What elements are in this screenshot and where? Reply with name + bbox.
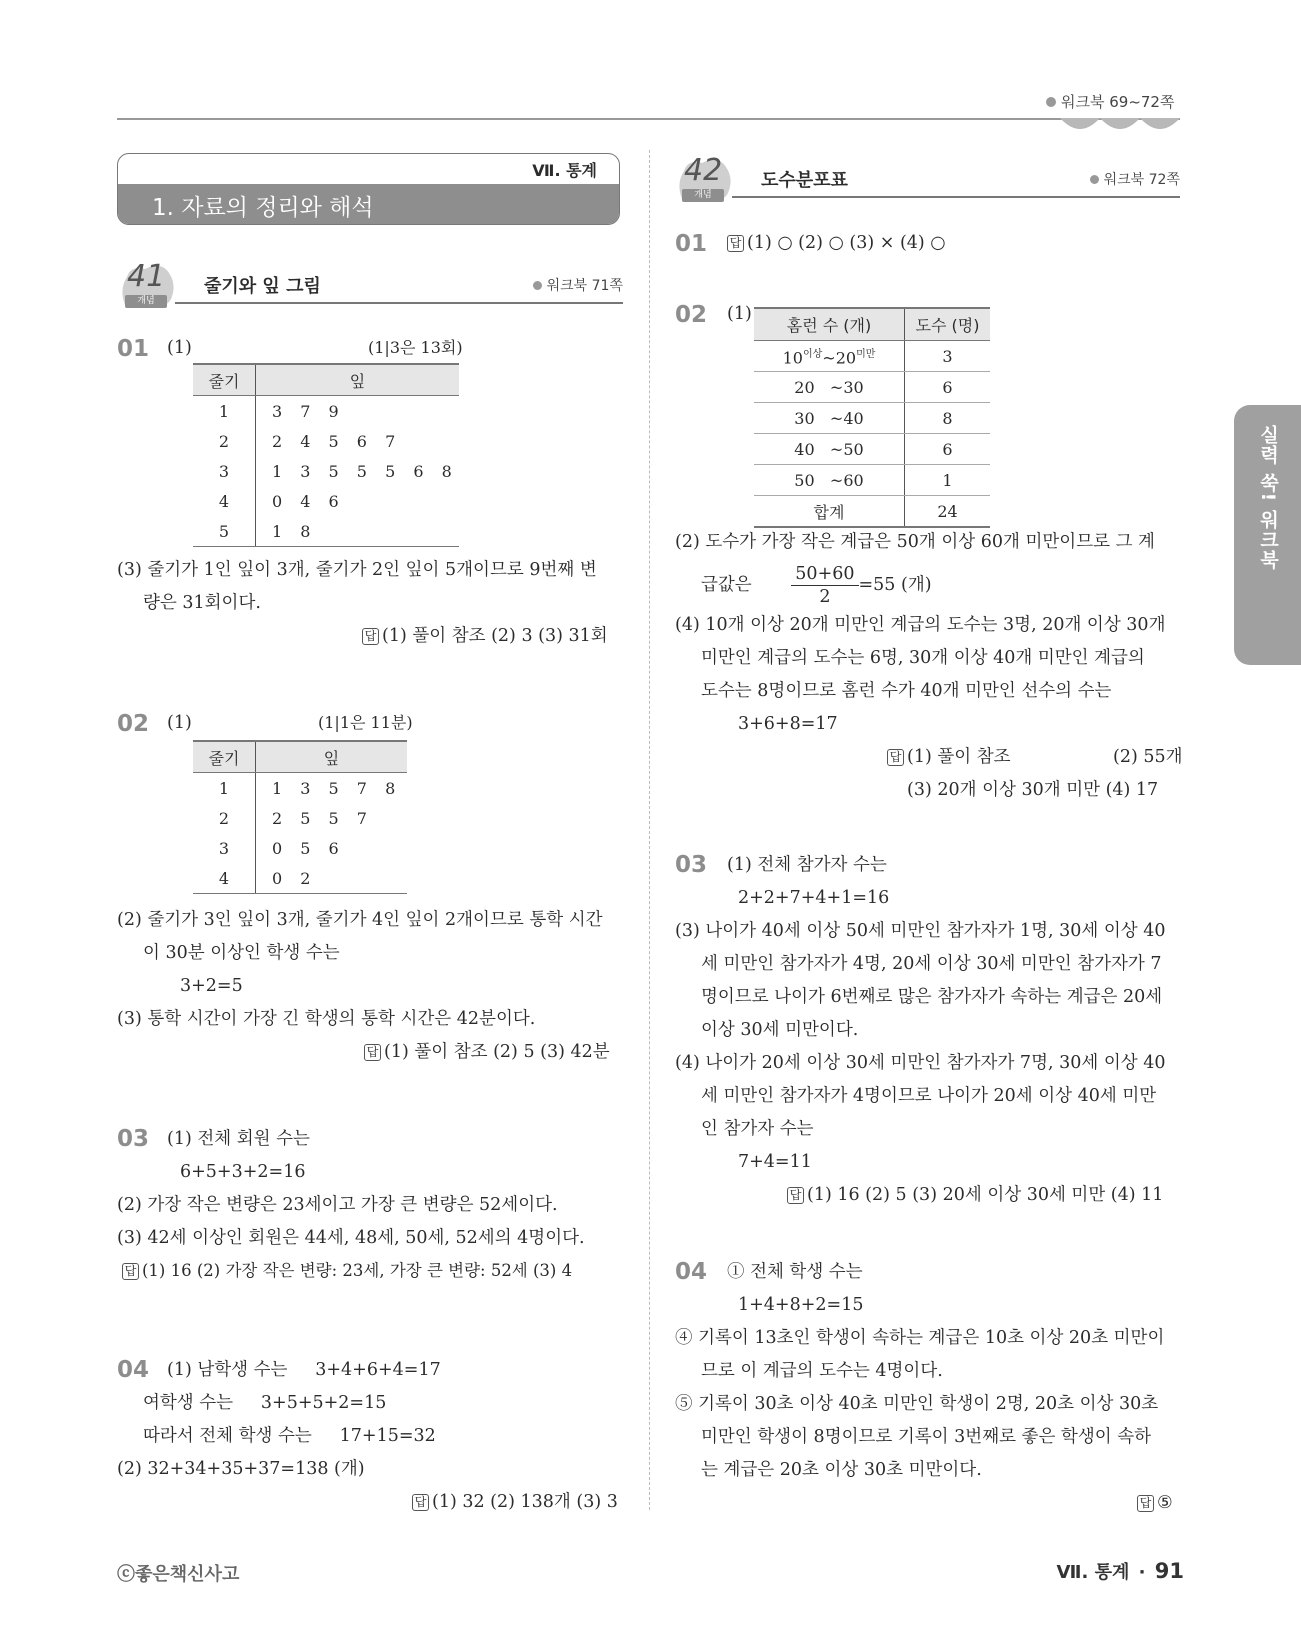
question-number: 04 [117,1357,150,1383]
answer-text: (1) ○ (2) ○ (3) × (4) ○ [747,233,946,253]
workbook-range-text: 워크북 69~72쪽 [1061,93,1175,111]
table-row [193,486,459,516]
frequency-cell: 8 [905,403,991,434]
concept-41-header [117,261,623,313]
column-header-stem: 줄기 [193,741,256,773]
answer-icon: 답 [887,749,904,766]
answer-icon: 답 [364,1044,381,1061]
concept-ref-text: 워크북 72쪽 [1103,172,1180,188]
solution-line: (4) 나이가 20세 이상 30세 미만인 참가자가 7명, 30세 이상 40 [675,1053,1166,1073]
concept-title: 줄기와 잎 그림 [204,276,321,297]
solution-line: 미만인 계급의 도수는 6명, 30개 이상 40개 미만인 계급의 [701,648,1145,668]
stem-cell: 4 [193,863,256,894]
concept-rule [175,302,623,304]
leaf-cell: 1 3 5 5 5 6 8 [272,461,452,481]
answer-icon: 답 [727,235,744,252]
leaf-cell: 2 4 5 6 7 [272,431,396,451]
table-row [193,803,407,833]
answer-icon: 답 [412,1494,429,1511]
table-row [193,863,407,894]
total-cell: 24 [905,496,991,528]
answer-text: (2) 55개 [1113,747,1183,767]
column-divider [649,150,650,1510]
answer-text: (1) 풀이 참조 (2) 5 (3) 42분 [384,1042,610,1062]
answer-text: (1) 풀이 참조 (2) 3 (3) 31회 [382,626,608,646]
concept-number: 42 [684,153,723,188]
solution-line: (3) 나이가 40세 이상 50세 미만인 참가자가 1명, 30세 이상 40 [675,921,1166,941]
stem-leaf-legend: (1|1은 11분) [318,713,413,732]
part-label: (1) [167,338,192,358]
answer-line [362,624,608,648]
stem-leaf-table [193,740,407,894]
total-label-cell: 합계 [754,496,905,528]
concept-badge: 개념 [125,295,167,308]
class-cell: 40 ~50 [754,434,905,465]
stem-leaf-table [193,363,459,547]
answer-line [1137,1491,1173,1515]
leaf-cell: 0 5 6 [272,838,339,858]
bullet-dot-icon [1046,97,1056,107]
concept-ref-text: 워크북 71쪽 [546,278,623,294]
concept-title: 도수분포표 [761,170,848,191]
frequency-cell: 3 [905,341,991,372]
bullet-dot-icon [533,281,542,290]
column-header-class: 홈런 수 (개) [754,308,905,341]
leaf-cell: 0 4 6 [272,491,339,511]
column-header-leaf: 잎 [256,364,460,396]
fraction [791,563,858,608]
solution-line: ⑤ 기록이 30초 이상 40초 미만인 학생이 2명, 20초 이상 30초 [675,1394,1159,1414]
solution-line: 므로 이 계급의 도수는 4명이다. [701,1361,943,1381]
stem-cell: 1 [193,773,256,804]
solution-line: 이상 30세 미만이다. [701,1020,859,1040]
class-cell [754,341,905,372]
table-header-row [193,364,459,396]
table-row [193,456,459,486]
chapter-tag: Ⅶ. 통계 [532,161,597,180]
table-row [193,833,407,863]
column-header-stem: 줄기 [193,364,256,396]
equation-line: 3+6+8=17 [738,714,838,734]
solution-line: 세 미만인 참가자가 4명, 20세 이상 30세 미만인 참가자가 7 [701,954,1162,974]
leaf-cell: 1 3 5 7 8 [272,778,396,798]
answer-line [727,231,946,255]
class-cell: 20 ~30 [754,372,905,403]
table-row [754,434,990,465]
answer-text: ⑤ [1157,1493,1173,1513]
table-row [754,403,990,434]
solution-line: 세 미만인 참가자가 4명이므로 나이가 20세 이상 40세 미만 [701,1086,1157,1106]
question-number: 01 [675,231,708,257]
fraction-denominator: 2 [819,587,831,607]
leaf-cell: 2 5 5 7 [272,808,367,828]
table-header-row [754,308,990,341]
equation-line: 3+2=5 [180,976,243,996]
concept-workbook-ref [533,275,623,295]
equation-line: 6+5+3+2=16 [180,1162,306,1182]
stem-cell: 5 [193,516,256,547]
answer-text: (1) 풀이 참조 [907,747,1011,767]
answer-line [887,745,1011,769]
concept-rule [732,196,1180,198]
answer-line [122,1259,572,1283]
solution-line: ① 전체 학생 수는 [727,1262,863,1282]
table-row [193,396,459,427]
equation-line: 7+4=11 [738,1152,812,1172]
concept-42-header [674,155,1180,207]
page-number: 91 [1154,1559,1184,1583]
solution-text: 급값은 [701,575,752,595]
table-row [754,465,990,496]
answer-icon: 답 [1137,1495,1154,1512]
solution-line: 도수는 8명이므로 홈런 수가 40개 미만인 선수의 수는 [701,681,1112,701]
question-number: 01 [117,336,150,362]
publisher-logo: ⓒ좋은책신사고 [117,1564,240,1585]
question-number: 03 [117,1126,150,1152]
answer-text: (1) 16 (2) 가장 작은 변량: 23세, 가장 큰 변량: 52세 (3) 4 [142,1261,573,1280]
class-upper: ~20 [822,348,857,368]
solution-line: (1) 전체 회원 수는 [167,1129,310,1149]
header-wave-decoration [1058,118,1182,134]
stem-cell: 1 [193,396,256,427]
equation-line: 1+4+8+2=15 [738,1295,864,1315]
concept-workbook-ref [1090,169,1180,189]
solution-line: ④ 기록이 13초인 학생이 속하는 계급은 10초 이상 20초 미만이 [675,1328,1165,1348]
page-footer [1057,1558,1184,1584]
stem-leaf-legend: (1|3은 13회) [368,338,463,357]
footer-dot: · [1138,1562,1146,1583]
stem-cell: 2 [193,426,256,456]
class-cell: 30 ~40 [754,403,905,434]
solution-line: 따라서 전체 학생 수는 17+15=32 [143,1426,436,1446]
solution-line: (3) 통학 시간이 가장 긴 학생의 통학 시간은 42분이다. [117,1009,536,1029]
class-cell: 50 ~60 [754,465,905,496]
solution-line: (4) 10개 이상 20개 미만인 계급의 도수는 3명, 20개 이상 30개 [675,615,1166,635]
solution-line: 이 30분 이상인 학생 수는 [143,943,340,963]
answer-icon: 답 [362,628,379,645]
footer-section: Ⅶ. 통계 [1056,1562,1130,1583]
answer-text: (1) 16 (2) 5 (3) 20세 이상 30세 미만 (4) 11 [807,1185,1164,1205]
solution-line: 인 참가자 수는 [701,1119,814,1139]
class-lower: 10 [782,348,803,368]
solution-line: (3) 42세 이상인 회원은 44세, 48세, 50세, 52세의 4명이다. [117,1228,585,1248]
frequency-cell: 1 [905,465,991,496]
question-number: 04 [675,1259,708,1285]
solution-text: =55 (개) [858,575,932,595]
stem-cell: 2 [193,803,256,833]
concept-badge: 개념 [682,189,724,202]
chapter-title: 1. 자료의 정리와 해석 [152,195,374,221]
fraction-line [701,560,932,610]
table-row [193,516,459,547]
stem-cell: 3 [193,833,256,863]
table-row [193,426,459,456]
answer-text: (3) 20개 이상 30개 미만 (4) 17 [907,780,1159,800]
answer-icon: 답 [122,1263,139,1280]
question-number: 02 [675,302,708,328]
bullet-dot-icon [1090,175,1099,184]
chapter-box [117,153,620,225]
frequency-table [754,307,990,528]
table-row [754,341,990,372]
table-header-row [193,741,407,773]
leaf-cell: 1 8 [256,516,460,547]
frequency-cell: 6 [905,372,991,403]
solution-line: (1) 남학생 수는 3+4+6+4=17 [167,1360,441,1380]
solution-line: (2) 32+34+35+37=138 (개) [117,1459,365,1479]
solution-line: (2) 도수가 가장 작은 계급은 50개 이상 60개 미만이므로 그 계 [675,532,1155,552]
solution-line: 미만인 학생이 8명이므로 기록이 3번째로 좋은 학생이 속하 [701,1427,1152,1447]
answer-line [787,1183,1163,1207]
equation-line: 2+2+7+4+1=16 [738,888,890,908]
header-rule [117,118,1180,120]
solution-line: 는 계급은 20초 이상 30초 미만이다. [701,1460,982,1480]
solution-line: (2) 줄기가 3인 잎이 3개, 줄기가 4인 잎이 2개이므로 통학 시간 [117,910,603,930]
part-label: (1) [167,713,192,733]
answer-line [364,1040,610,1064]
stem-cell: 3 [193,456,256,486]
solution-line: (1) 전체 참가자 수는 [727,855,887,875]
class-upper-qualifier: 미만 [856,348,876,360]
frequency-cell: 6 [905,434,991,465]
workbook-range-ref [1046,91,1174,112]
answer-icon: 답 [787,1187,804,1204]
table-row [754,372,990,403]
column-header-frequency: 도수 (명) [905,308,991,341]
solution-line: (3) 줄기가 1인 잎이 3개, 줄기가 2인 잎이 5개이므로 9번째 변 [117,560,597,580]
table-total-row [754,496,990,528]
column-header-leaf: 잎 [256,741,408,773]
solution-line: 명이므로 나이가 6번째로 많은 참가자가 속하는 계급은 20세 [701,987,1163,1007]
question-number: 03 [675,852,708,878]
solution-line: 량은 31회이다. [143,593,261,613]
concept-number: 41 [127,259,166,294]
side-tab-label: 실력 쑥! 워크북 [1257,425,1279,570]
stem-cell: 4 [193,486,256,516]
leaf-cell: 3 7 9 [272,401,339,421]
leaf-cell: 0 2 [256,863,408,894]
solution-line: 여학생 수는 3+5+5+2=15 [143,1393,387,1413]
class-lower-qualifier: 이상 [802,348,823,360]
answer-line [412,1490,618,1514]
fraction-numerator: 50+60 [791,563,858,586]
part-label: (1) [727,304,752,324]
question-number: 02 [117,711,150,737]
solution-line: (2) 가장 작은 변량은 23세이고 가장 큰 변량은 52세이다. [117,1195,558,1215]
table-row [193,773,407,804]
answer-text: (1) 32 (2) 138개 (3) 3 [432,1492,618,1512]
